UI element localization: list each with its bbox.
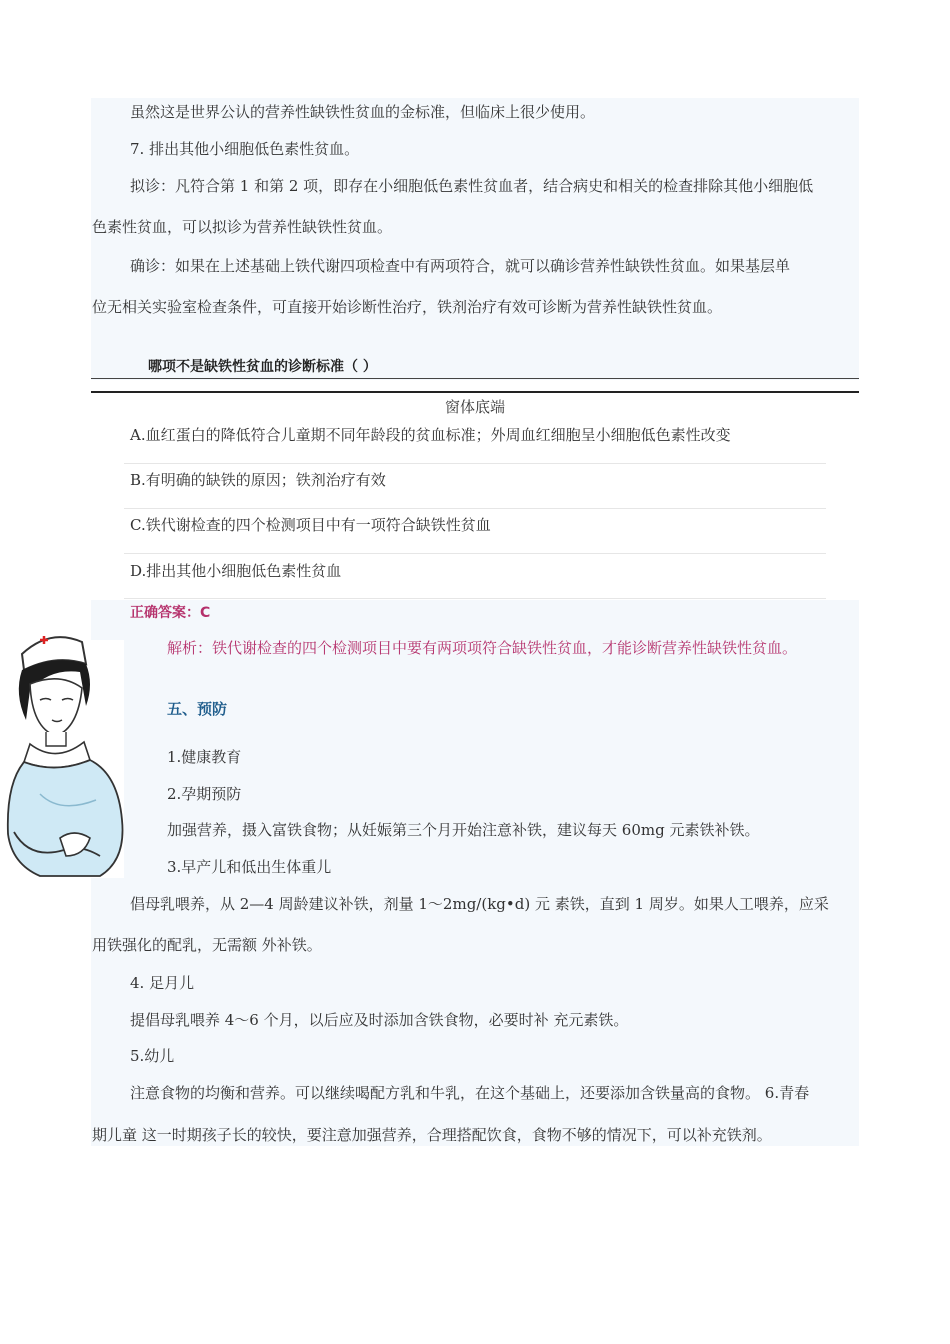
form-bottom-label: 窗体底端 [444, 398, 505, 416]
prevention-item-3-line1: 倡母乳喂养，从 2—4 周龄建议补铁，剂量 1～2mg/(kg•d) 元 素铁，直到 1 周岁。如果人工喂养，应采 [130, 895, 829, 913]
confirmed-diagnosis-line1: 确诊：如果在上述基础上铁代谢四项检查中有两项符合，就可以确诊营养性缺铁性贫血。如果基层单 [130, 257, 791, 275]
prevention-item-3-line2: 用铁强化的配乳，无需额 外补铁。 [92, 936, 322, 954]
option-divider [124, 598, 826, 599]
option-divider [124, 463, 826, 464]
prevention-heading: 五、预防 [167, 700, 228, 718]
presumptive-diagnosis-line2: 色素性贫血，可以拟诊为营养性缺铁性贫血。 [92, 218, 393, 236]
prevention-item-4-text: 提倡母乳喂养 4～6 个月，以后应及时添加含铁食物，必要时补 充元素铁。 [130, 1011, 629, 1029]
prevention-item-1: 1.健康教育 [167, 748, 242, 766]
quiz-question: 哪项不是缺铁性贫血的诊断标准（ ） [148, 359, 377, 375]
presumptive-diagnosis-line1: 拟诊：凡符合第 1 和第 2 项，即存在小细胞低色素性贫血者，结合病史和相关的检查排除其他小细胞低 [130, 177, 814, 195]
prevention-item-5: 5.幼儿 [130, 1047, 175, 1065]
gold-standard-note: 虽然这是世界公认的营养性缺铁性贫血的金标准，但临床上很少使用。 [130, 103, 596, 121]
prevention-item-3: 3.早产儿和低出生体重儿 [167, 858, 332, 876]
prevention-item-2: 2.孕期预防 [167, 785, 242, 803]
criterion-7: 7. 排出其他小细胞低色素性贫血。 [130, 140, 360, 158]
prevention-item-2-text: 加强营养，摄入富铁食物；从妊娠第三个月开始注意补铁，建议每天 60mg 元素铁补铁。 [167, 821, 760, 839]
quiz-option-d[interactable]: D.排出其他小细胞低色素性贫血 [130, 562, 342, 580]
nurse-illustration [0, 624, 130, 880]
form-bottom-divider [91, 391, 859, 393]
prevention-item-5-line2: 期儿童 这一时期孩子长的较快，要注意加强营养，合理搭配饮食，食物不够的情况下，可以补充铁剂。 [92, 1126, 772, 1144]
quiz-option-b[interactable]: B.有明确的缺铁的原因；铁剂治疗有效 [130, 471, 386, 489]
quiz-option-c[interactable]: C.铁代谢检查的四个检测项目中有一项符合缺铁性贫血 [130, 516, 491, 534]
quiz-option-a[interactable]: A.血红蛋白的降低符合儿童期不同年龄段的贫血标准；外周血红细胞呈小细胞低色素性改变 [130, 426, 731, 444]
prevention-item-5-line1: 注意食物的均衡和营养。可以继续喝配方乳和牛乳，在这个基础上，还要添加含铁量高的食物。 6.青春 [130, 1084, 810, 1102]
form-top-divider [91, 378, 859, 379]
correct-answer: 正确答案：C [130, 605, 211, 621]
confirmed-diagnosis-line2: 位无相关实验室检查条件，可直接开始诊断性治疗，铁剂治疗有效可诊断为营养性缺铁性贫血。 [92, 298, 723, 316]
answer-explanation: 解析：铁代谢检查的四个检测项目中要有两项项符合缺铁性贫血，才能诊断营养性缺铁性贫血。 [167, 639, 798, 657]
option-divider [124, 553, 826, 554]
prevention-item-4: 4. 足月儿 [130, 974, 195, 992]
option-divider [124, 508, 826, 509]
